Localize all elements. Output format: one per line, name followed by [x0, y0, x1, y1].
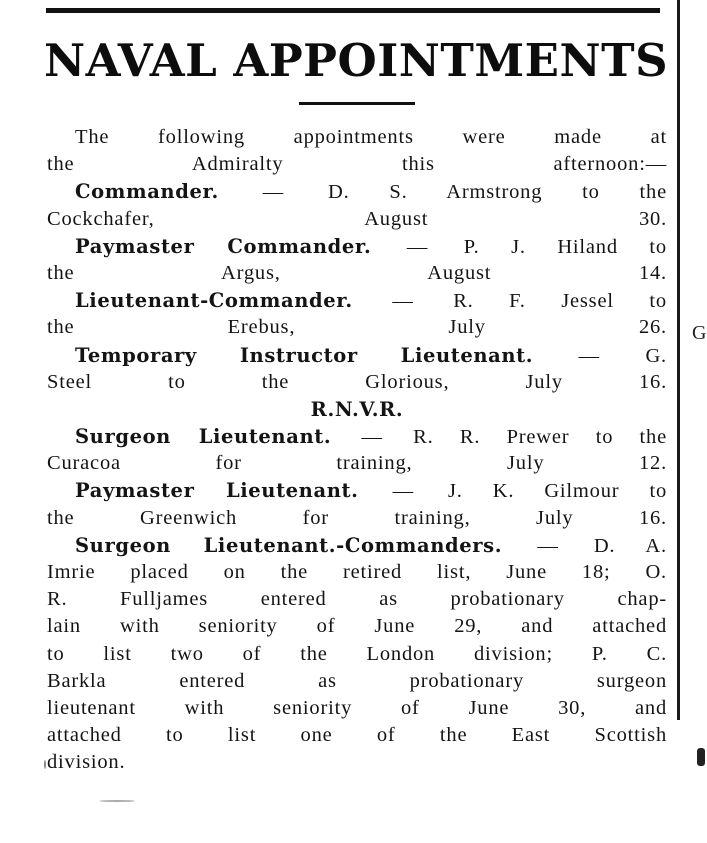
article-line [47, 124, 667, 151]
line-text: to list two of the London division; P. C. [47, 642, 667, 665]
article-line [47, 749, 667, 776]
article-line [47, 178, 667, 205]
dash-separator: — [361, 426, 383, 449]
article-line [47, 695, 667, 722]
article-line [47, 396, 667, 423]
dash-separator: — [392, 480, 414, 503]
line-text: the Admiralty this afternoon:— [47, 153, 667, 176]
article-line [47, 450, 667, 477]
article-line [47, 505, 667, 532]
column-rule [677, 0, 680, 720]
article-line [47, 641, 667, 668]
article-line [47, 586, 667, 613]
article-line [47, 206, 667, 233]
margin-letter: G [692, 322, 707, 344]
article-line [47, 613, 667, 640]
ink-blot [697, 748, 705, 766]
line-text: D. S. Armstrong to the [327, 181, 667, 204]
article-line [47, 260, 667, 287]
line-text: J. K. Gilmour to [447, 480, 667, 503]
rank-label: Commander. [75, 180, 219, 204]
ink-mark [44, 760, 46, 769]
article-line [47, 423, 667, 450]
line-text: R.N.V.R. [310, 397, 404, 421]
article-line [47, 342, 667, 369]
line-text: the Erebus, July 26. [47, 316, 667, 339]
article-line [47, 559, 667, 586]
article-body [47, 124, 667, 777]
line-text: D. A. [593, 534, 667, 557]
article-line [47, 233, 667, 260]
headline: NAVAL APPOINTMENTS [44, 34, 669, 87]
article-line [47, 722, 667, 749]
line-text: lain with seniority of June 29, and attached [47, 615, 667, 638]
line-text: G. [645, 344, 667, 367]
line-text: Imrie placed on the retired list, June 18; O. [47, 561, 667, 583]
rank-label: Surgeon Lieutenant.-Commanders. [75, 533, 503, 557]
rank-label: Surgeon Lieutenant. [75, 425, 332, 449]
article-line [47, 314, 667, 341]
line-text: The following appointments were made at [75, 126, 667, 148]
rank-label: Temporary Instructor Lieutenant. [75, 343, 534, 367]
rank-label: Paymaster Lieutenant. [75, 479, 359, 503]
line-text: R. Fulljames entered as probationary chap- [47, 588, 667, 611]
line-text: Curacoa for training, July 12. [47, 452, 667, 475]
line-text: Steel to the Glorious, July 16. [47, 370, 667, 393]
dash-separator: — [262, 181, 285, 204]
article-line [47, 532, 667, 559]
line-text: Cockchafer, August 30. [47, 207, 667, 230]
dash-separator: — [392, 290, 414, 313]
dash-separator: — [537, 534, 559, 557]
line-text: the Greenwich for training, July 16. [47, 506, 667, 529]
dash-separator: — [578, 344, 600, 367]
line-text: Barkla entered as probationary surgeon [47, 669, 667, 692]
line-text: R. F. Jessel to [453, 290, 667, 313]
article-line [47, 151, 667, 178]
line-text: lieutenant with seniority of June 30, and [47, 696, 667, 719]
ink-smudge [99, 800, 135, 802]
article-line [47, 287, 667, 314]
article-line [47, 477, 667, 504]
top-rule [46, 8, 660, 13]
article-line [47, 668, 667, 695]
article-line [47, 369, 667, 396]
line-text: attached to list one of the East Scottish [47, 724, 667, 747]
line-text: P. J. Hiland to [463, 235, 667, 258]
line-text: the Argus, August 14. [47, 261, 667, 284]
dash-separator: — [406, 235, 429, 258]
line-text: R. R. Prewer to the [413, 426, 668, 449]
rank-label: Paymaster Commander. [75, 234, 372, 258]
headline-rule [299, 102, 415, 105]
rank-label: Lieutenant-Commander. [75, 289, 353, 313]
line-text: division. [47, 751, 126, 774]
